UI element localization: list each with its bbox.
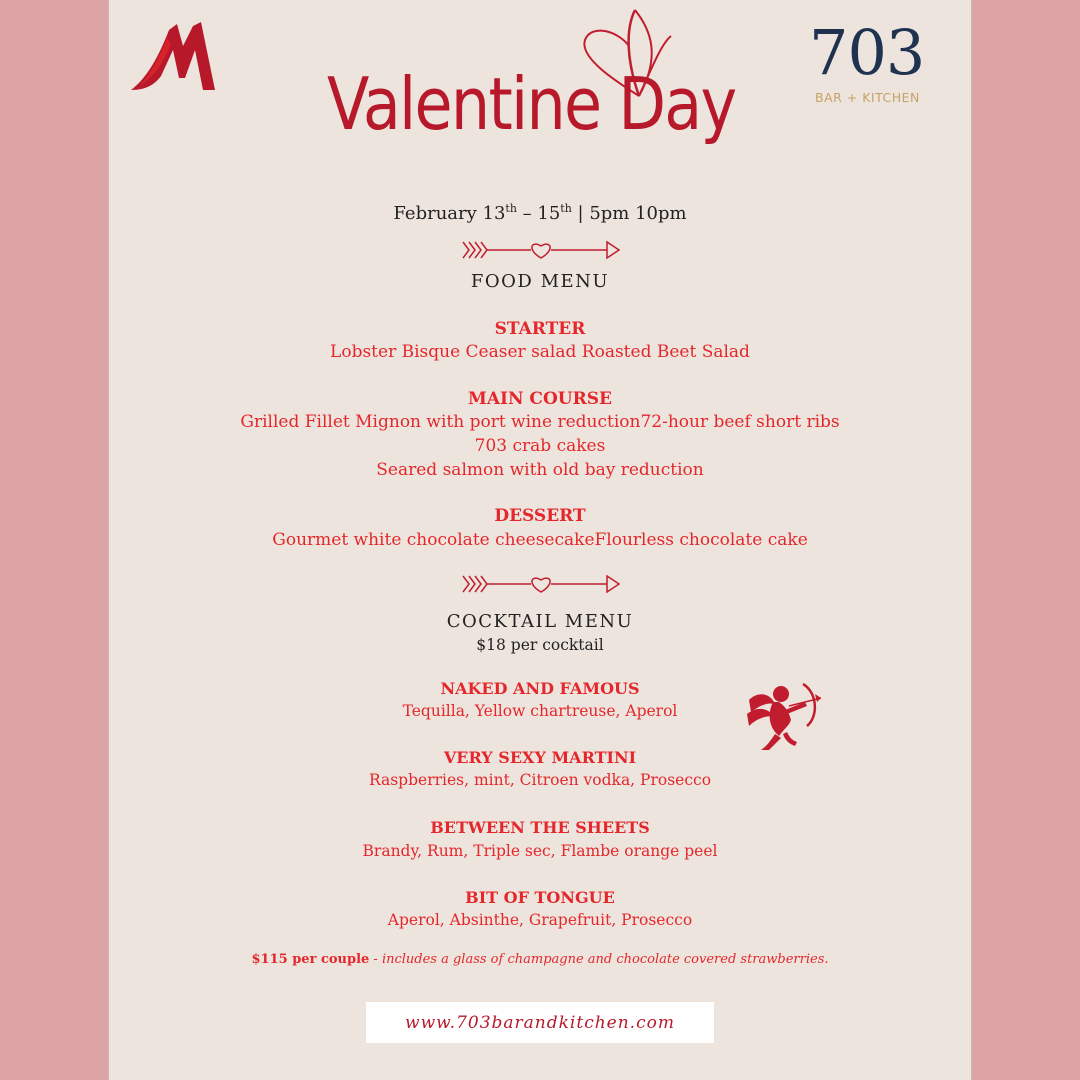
food-section-heading: MAIN COURSE (468, 389, 612, 409)
cocktail-price: $18 per cocktail (476, 636, 604, 654)
cocktail-ingredients: Aperol, Absinthe, Grapefruit, Prosecco (387, 911, 693, 929)
cocktail-ingredients: Brandy, Rum, Triple sec, Flambe orange peel (362, 842, 718, 860)
food-item-line: Seared salmon with old bay reduction (376, 460, 704, 480)
food-section-heading: DESSERT (494, 506, 586, 526)
cocktail-name: BIT OF TONGUE (465, 888, 615, 907)
food-item-line: Lobster Bisque Ceaser salad Roasted Beet Salad (330, 342, 750, 362)
arrow-heart-divider-icon (461, 572, 623, 596)
event-dates: February 13th – 15th | 5pm 10pm (393, 202, 687, 224)
brand-number: 703 (809, 16, 925, 89)
marriott-logo-icon (129, 20, 221, 92)
brand-tagline: BAR + KITCHEN (815, 90, 920, 105)
food-section-heading: STARTER (494, 319, 586, 339)
food-item-line: Gourmet white chocolate cheesecakeFlourless chocolate cake (272, 530, 808, 550)
cocktail-ingredients: Tequilla, Yellow chartreuse, Aperol (402, 702, 678, 720)
cocktail-ingredients: Raspberries, mint, Citroen vodka, Prosecco (368, 771, 712, 789)
cocktail-name: VERY SEXY MARTINI (443, 748, 637, 767)
price-note: $115 per couple - includes a glass of champagne and chocolate covered strawberries. (251, 952, 829, 967)
website-box (366, 1002, 714, 1043)
food-item-line: Grilled Fillet Mignon with port wine reduction72-hour beef short ribs (240, 412, 840, 432)
page-title: Valentine Day (327, 62, 736, 146)
cupid-icon (745, 680, 825, 752)
cocktail-name: NAKED AND FAMOUS (440, 679, 640, 698)
cocktail-name: BETWEEN THE SHEETS (430, 818, 650, 837)
arrow-heart-divider-icon (461, 238, 623, 262)
menu-sheet (108, 0, 972, 1080)
cocktail-menu-title: COCKTAIL MENU (446, 611, 634, 632)
food-item-line: 703 crab cakes (474, 436, 606, 456)
food-menu-title: FOOD MENU (470, 271, 610, 292)
website-link[interactable]: www.703barandkitchen.com (405, 1012, 675, 1033)
